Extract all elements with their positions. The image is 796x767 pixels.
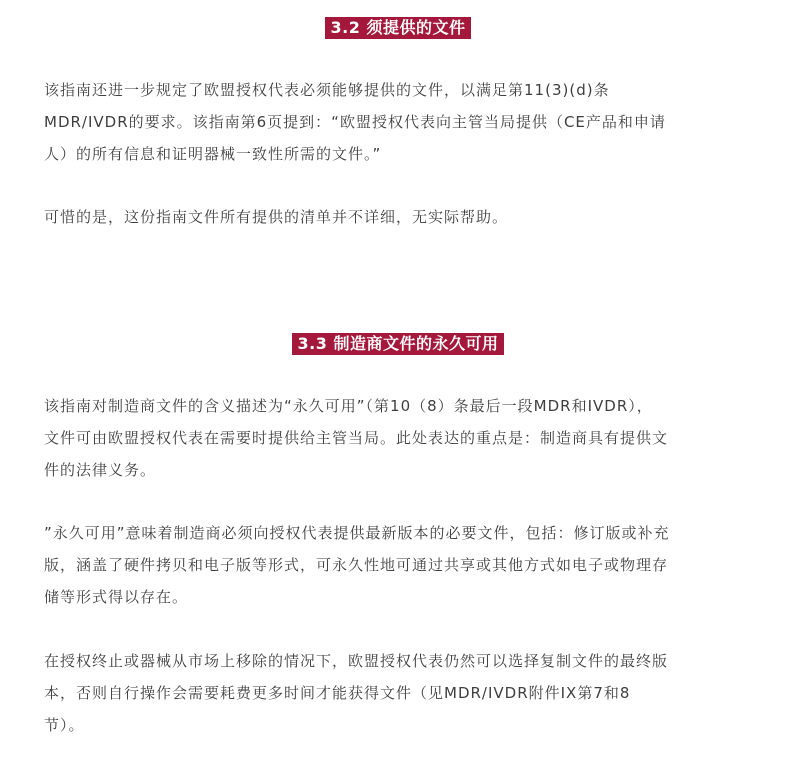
paragraph-permanent-availability: 该指南对制造商文件的含义描述为“永久可用”（第10（8）条最后一段MDR和IVDR）， 文件可由欧盟授权代表在需要时提供给主管当局。此处表达的重点是：制造商具有提供文 件的法律义务。 (44, 397, 669, 479)
section-heading-3-2 (0, 17, 796, 39)
paragraph-required-documents: 该指南还进一步规定了欧盟授权代表必须能够提供的文件，以满足第11(3)(d)条 MDR/IVDR的要求。该指南第6页提到：“欧盟授权代表向主管当局提供（CE产品和申请 人）的所有信息和证明器械一致性所需的文件。” (44, 81, 666, 163)
paragraph-termination: 在授权终止或器械从市场上移除的情况下，欧盟授权代表仍然可以选择复制文件的最终版 本，否则自行操作会需要耗费更多时间才能获得文件（见MDR/IVDR附件IX第7和8 节）。 (44, 652, 669, 734)
paragraph-list-not-detailed: 可惜的是，这份指南文件所有提供的清单并不详细，无实际帮助。 (44, 208, 509, 226)
paragraph-latest-version: ”永久可用”意味着制造商必须向授权代表提供最新版本的必要文件，包括：修订版或补充 版，涵盖了硬件拷贝和电子版等形式，可永久性地可通过共享或其他方式如电子或物理存 储等形式得以存在。 (44, 524, 670, 606)
section-heading-3-2-label: 3.2 须提供的文件 (325, 17, 472, 39)
section-heading-3-3-label: 3.3 制造商文件的永久可用 (292, 333, 505, 355)
section-heading-3-3 (0, 333, 796, 355)
